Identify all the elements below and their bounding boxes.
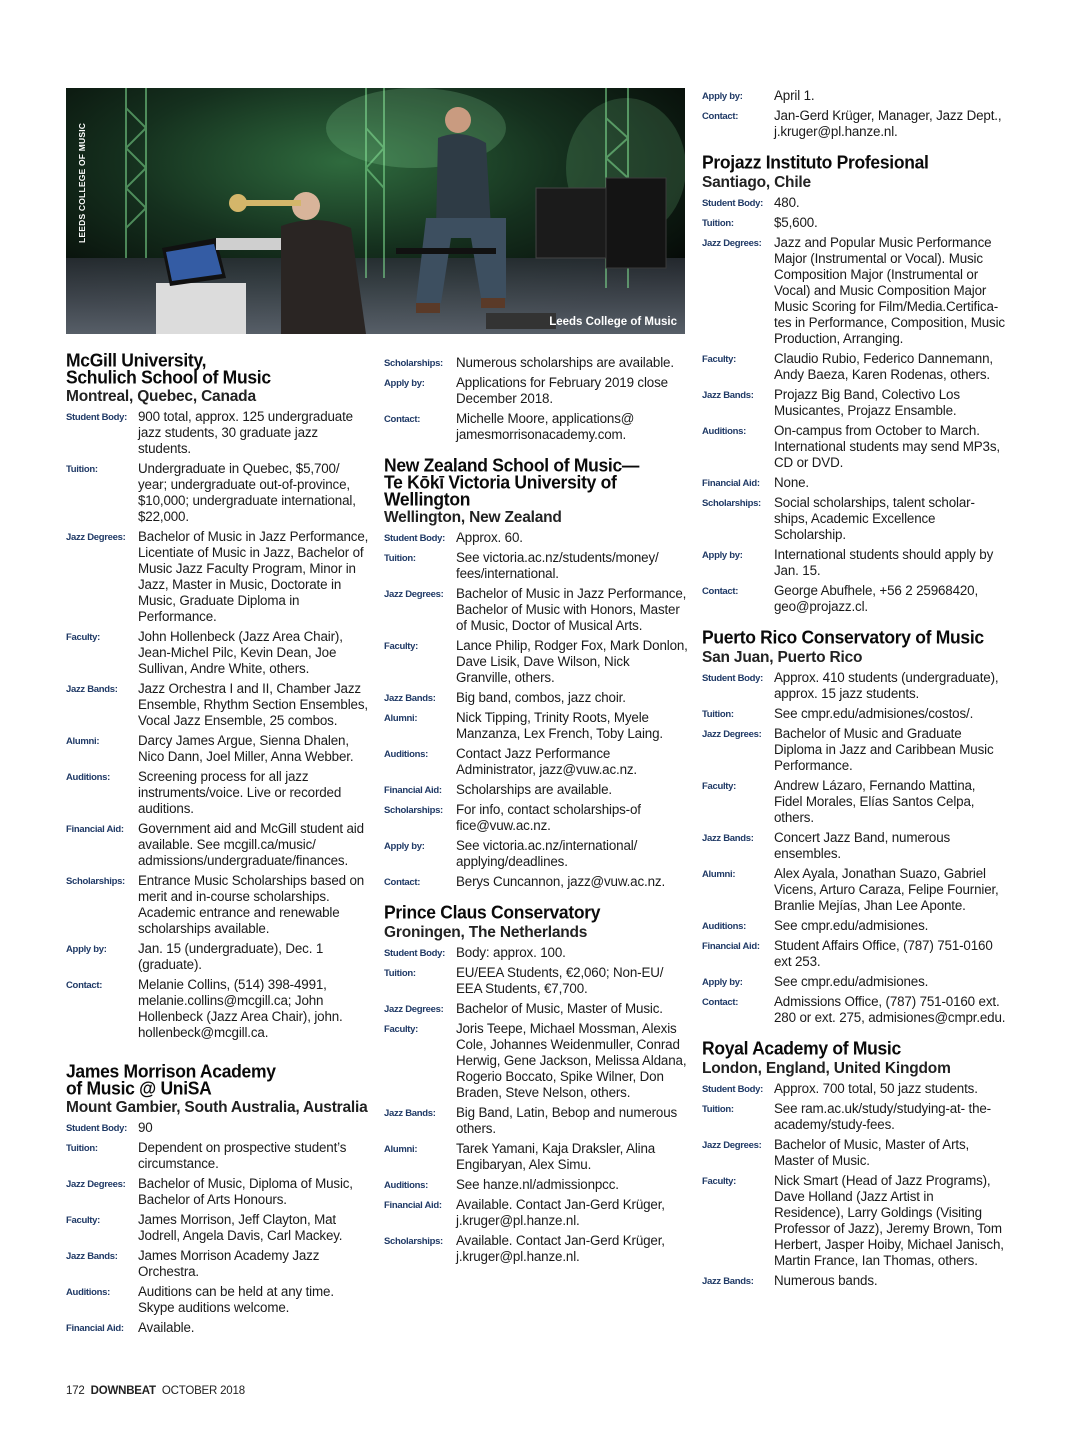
detail-row [384,586,689,634]
detail-row [384,1105,689,1137]
school-name [384,454,689,510]
field-value: Lance Philip, Rodger Fox, Mark Donlon, Dave Lisik, Dave Wilson, Nick Granville, others. [456,638,688,685]
detail-row [66,1212,371,1244]
field-label: Auditions: [384,1180,428,1191]
school-name-line: Te Kōkī Victoria University of [384,471,617,493]
detail-row [702,830,1007,862]
field-label: Jazz Degrees: [702,238,762,249]
column-3 [702,88,1007,1303]
detail-row [702,108,1007,140]
field-label: Faculty: [702,354,737,365]
field-label: Contact: [384,877,421,888]
field-value: Bachelor of Music in Jazz Performance, Licentiate of Music in Jazz, Bachelor of Music Jazz Faculty Program, Minor in Jazz, Master in Music, Doctorate in Music, Graduate Diploma in Performance. [138,529,369,624]
field-label: Scholarships: [384,1236,443,1247]
field-label: Financial Aid: [66,824,124,835]
field-label: Faculty: [702,1176,737,1187]
magazine-name: DOWNBEAT [90,1385,156,1397]
field-value: None. [774,475,809,490]
detail-row [702,1081,1007,1097]
detail-row [384,355,689,371]
field-label: Faculty: [66,632,101,643]
field-label: Contact: [384,414,421,425]
school-name [702,626,1007,648]
school-name-line: McGill University, [66,349,207,371]
issue-date: OCTOBER 2018 [161,1385,245,1397]
field-label: Scholarships: [702,498,761,509]
detail-row [702,547,1007,579]
detail-row [66,629,371,677]
school-location: London, England, United Kingdom [702,1060,951,1077]
detail-row [66,941,371,973]
detail-row [66,1120,371,1136]
detail-row [384,782,689,798]
field-label: Auditions: [702,921,746,932]
field-value: Available. Contact Jan-Gerd Krüger, j.kruger@pl.hanze.nl. [456,1197,665,1228]
field-label: Apply by: [702,977,743,988]
page-footer [66,1385,245,1397]
field-label: Apply by: [702,550,743,561]
detail-row [66,681,371,729]
school-name-line: New Zealand School of Music— [384,454,640,476]
field-label: Auditions: [66,772,110,783]
field-label: Apply by: [384,841,425,852]
detail-row [702,866,1007,914]
field-label: Scholarships: [384,358,443,369]
detail-row [384,550,689,582]
field-value: Dependent on prospective student’s circumstance. [138,1140,347,1171]
school-name-line: Projazz Instituto Profesional [702,151,929,173]
field-value: Screening process for all jazz instruments/voice. Live or recorded auditions. [138,769,342,816]
detail-row [702,938,1007,970]
field-label: Alumni: [702,869,736,880]
field-value: 90 [138,1120,153,1135]
field-value: Numerous scholarships are available. [456,355,674,370]
school-location: San Juan, Puerto Rico [702,649,863,666]
detail-row [702,706,1007,722]
detail-row [384,802,689,834]
detail-row [384,1001,689,1017]
field-label: Apply by: [384,378,425,389]
field-value: Bachelor of Music, Master of Music. [456,1001,663,1016]
field-value: See hanze.nl/admissionpcc. [456,1177,619,1192]
detail-row [66,769,371,817]
field-value: Melanie Collins, (514) 398-4991, melanie.collins@mcgill.ca; John Hollenbeck (Jazz Area Chair), john. hollenbeck@mcgill.ca. [138,977,343,1040]
field-value: See ram.ac.uk/study/studying-at- the-academy/study-fees. [774,1101,991,1132]
detail-row [66,1248,371,1280]
school-location: Wellington, New Zealand [384,509,562,526]
column-2 [384,355,689,1279]
concert-photo-image [66,88,685,334]
concert-photo [66,88,685,334]
school-name-line: Puerto Rico Conservatory of Music [702,626,984,648]
detail-row [702,387,1007,419]
field-value: See cmpr.edu/admisiones. [774,918,929,933]
detail-row [66,1176,371,1208]
field-label: Student Body: [702,1084,764,1095]
field-label: Contact: [702,111,739,122]
field-value: Bachelor of Music in Jazz Performance, Bachelor of Music with Honors, Master of Music, Doctor of Musical Arts. [456,586,687,633]
field-value: Claudio Rubio, Federico Dannemann, Andy Baeza, Karen Rodenas, others. [774,351,993,382]
continued-entry [384,355,689,443]
field-label: Alumni: [384,713,418,724]
school-name [702,1037,1007,1059]
field-value: For info, contact scholarships-of fice@vuw.ac.nz. [456,802,641,833]
field-value: Joris Teepe, Michael Mossman, Alexis Cole, Johannes Weidenmuller, Conrad Herwig, Gene Jackson, Melissa Aldana, Rogerio Boccato, Spike Wilner, Don Braden, Steve Nelson, others. [456,1021,687,1100]
field-label: Jazz Bands: [66,1251,118,1262]
field-label: Jazz Degrees: [702,1140,762,1151]
field-value: 480. [774,195,800,210]
field-label: Tuition: [702,709,734,720]
field-label: Jazz Degrees: [66,532,126,543]
school-location: Groningen, The Netherlands [384,924,588,941]
field-value: Approx. 700 total, 50 jazz students. [774,1081,978,1096]
field-value: Available. [138,1320,195,1335]
field-label: Student Body: [384,948,446,959]
photo-side-credit: LEEDS COLLEGE OF MUSIC [77,122,87,243]
school-entry [702,151,1007,615]
detail-row [384,965,689,997]
school-entry [702,1037,1007,1289]
field-value: On-campus from October to March. International students may send MP3s, CD or DVD. [774,423,1000,470]
detail-row [384,375,689,407]
detail-row [702,215,1007,231]
field-value: Bachelor of Music, Diploma of Music, Bachelor of Arts Honours. [138,1176,353,1207]
field-label: Faculty: [384,641,419,652]
continued-entry [702,88,1007,140]
detail-row [384,945,689,961]
field-value: George Abufhele, +56 2 25968420, geo@projazz.cl. [774,583,979,614]
field-value: Student Affairs Office, (787) 751-0160 ext 253. [774,938,993,969]
field-label: Tuition: [702,218,734,229]
field-value: Scholarships are available. [456,782,612,797]
detail-row [66,977,371,1041]
detail-row [702,1273,1007,1289]
field-label: Auditions: [702,426,746,437]
detail-row [702,235,1007,347]
detail-row [384,838,689,870]
field-value: Alex Ayala, Jonathan Suazo, Gabriel Vicens, Arturo Caraza, Felipe Fournier, Branlie Mejías, Jhan Lee Aponte. [774,866,999,913]
field-label: Student Body: [384,533,446,544]
detail-row [702,974,1007,990]
detail-row [384,1177,689,1193]
detail-row [384,411,689,443]
school-location: Santiago, Chile [702,174,811,191]
detail-row [384,1021,689,1101]
detail-row [384,710,689,742]
field-value: $5,600. [774,215,818,230]
detail-row [702,670,1007,702]
detail-row [384,690,689,706]
field-label: Apply by: [66,944,107,955]
page-number: 172 [66,1385,85,1397]
detail-row [66,461,371,525]
field-value: Government aid and McGill student aid available. See mcgill.ca/music/ admissions/undergraduate/finances. [138,821,364,868]
field-label: Financial Aid: [384,785,442,796]
field-value: Nick Smart (Head of Jazz Programs), Dave Holland (Jazz Artist in Residence), Larry Goldings (Visiting Professor of Jazz), Jeremy Brown, Tom Herbert, Jasper Hoiby, Michael Janisch, Martin France, Ian Thomas, others. [774,1173,1004,1268]
detail-row [702,495,1007,543]
school-name-line: Royal Academy of Music [702,1037,901,1059]
detail-row [702,778,1007,826]
field-label: Faculty: [66,1215,101,1226]
field-value: James Morrison Academy Jazz Orchestra. [138,1248,320,1279]
field-value: Projazz Big Band, Colectivo Los Musicantes, Projazz Ensamble. [774,387,960,418]
detail-row [702,583,1007,615]
field-label: Tuition: [702,1104,734,1115]
school-name-line: James Morrison Academy [66,1060,276,1082]
school-entry [66,349,371,1041]
field-label: Scholarships: [66,876,125,887]
field-value: Applications for February 2019 close December 2018. [456,375,668,406]
field-value: See victoria.ac.nz/students/money/ fees/international. [456,550,659,581]
detail-row [702,1137,1007,1169]
field-value: Big Band, Latin, Bebop and numerous others. [456,1105,678,1136]
field-label: Contact: [702,997,739,1008]
field-value: Nick Tipping, Trinity Roots, Myele Manzanza, Lex French, Toby Laing. [456,710,663,741]
field-label: Faculty: [702,781,737,792]
field-value: See cmpr.edu/admisiones. [774,974,929,989]
field-value: Approx. 60. [456,530,523,545]
field-label: Jazz Degrees: [66,1179,126,1190]
school-name-line: Prince Claus Conservatory [384,901,601,923]
detail-row [66,1140,371,1172]
detail-row [702,994,1007,1026]
field-value: James Morrison, Jeff Clayton, Mat Jodrell, Angela Davis, Carl Mackey. [138,1212,343,1243]
detail-row [702,88,1007,104]
field-value: Tarek Yamani, Kaja Draksler, Alina Engibaryan, Alex Simu. [456,1141,656,1172]
field-value: 900 total, approx. 125 undergraduate jazz students, 30 graduate jazz students. [138,409,353,456]
field-label: Jazz Bands: [66,684,118,695]
field-label: Jazz Bands: [384,1108,436,1119]
field-label: Student Body: [66,412,128,423]
detail-row [66,529,371,625]
detail-row [384,530,689,546]
field-label: Faculty: [384,1024,419,1035]
school-name [702,151,1007,173]
field-label: Apply by: [702,91,743,102]
field-label: Tuition: [66,1143,98,1154]
field-value: Bachelor of Music, Master of Arts, Master of Music. [774,1137,970,1168]
field-label: Alumni: [66,736,100,747]
field-value: Jan-Gerd Krüger, Manager, Jazz Dept., j.kruger@pl.hanze.nl. [774,108,1002,139]
field-value: Undergraduate in Quebec, $5,700/ year; undergraduate out-of-province, $10,000; undergraduate international, $22,000. [138,461,356,524]
field-label: Tuition: [66,464,98,475]
field-value: Auditions can be held at any time. Skype auditions welcome. [138,1284,334,1315]
field-value: Big band, combos, jazz choir. [456,690,626,705]
school-name [66,349,371,388]
field-label: Auditions: [384,749,428,760]
field-label: Jazz Bands: [702,833,754,844]
field-label: Financial Aid: [384,1200,442,1211]
field-label: Scholarships: [384,805,443,816]
photo-caption: Leeds College of Music [549,316,677,328]
field-label: Tuition: [384,968,416,979]
detail-row [66,409,371,457]
field-label: Jazz Degrees: [384,589,444,600]
detail-row [702,423,1007,471]
field-label: Student Body: [702,673,764,684]
detail-row [66,733,371,765]
detail-row [66,1284,371,1316]
school-entry [384,901,689,1265]
field-value: Bachelor of Music and Graduate Diploma in Jazz and Caribbean Music Performance. [774,726,994,773]
field-label: Auditions: [66,1287,110,1298]
school-entry [384,454,689,890]
field-value: Jazz Orchestra I and II, Chamber Jazz Ensemble, Rhythm Section Ensembles, Vocal Jazz Ensemble, 25 combos. [138,681,368,728]
school-name-line: of Music @ UniSA [66,1077,212,1099]
detail-row [702,1101,1007,1133]
detail-row [702,1173,1007,1269]
field-value: Concert Jazz Band, numerous ensembles. [774,830,951,861]
field-value: EU/EEA Students, €2,060; Non-EU/ EEA Students, €7,700. [456,965,664,996]
field-label: Student Body: [66,1123,128,1134]
school-entry [66,1060,371,1336]
field-label: Contact: [702,586,739,597]
field-label: Student Body: [702,198,764,209]
field-value: Available. Contact Jan-Gerd Krüger, j.kruger@pl.hanze.nl. [456,1233,665,1264]
detail-row [384,1141,689,1173]
detail-row [384,1233,689,1265]
field-value: Entrance Music Scholarships based on merit and in-course scholarships. Academic entrance and renewable scholarships available. [138,873,365,936]
field-value: Admissions Office, (787) 751-0160 ext. 280 or ext. 275, admisiones@cmpr.edu. [774,994,1006,1025]
field-label: Financial Aid: [702,941,760,952]
field-label: Jazz Degrees: [702,729,762,740]
detail-row [702,351,1007,383]
field-label: Jazz Bands: [702,1276,754,1287]
field-value: Michelle Moore, applications@ jamesmorrisonacademy.com. [456,411,635,442]
detail-row [384,874,689,890]
field-label: Financial Aid: [66,1323,124,1334]
field-value: Approx. 410 students (undergraduate), approx. 15 jazz students. [774,670,999,701]
school-name-line: Wellington [384,488,471,510]
field-value: Andrew Lázaro, Fernando Mattina, Fidel Morales, Elías Santos Celpa, others. [774,778,976,825]
field-value: Social scholarships, talent scholar- ships, Academic Excellence Scholarship. [774,495,975,542]
detail-row [66,873,371,937]
school-location: Mount Gambier, South Australia, Australia [66,1099,368,1116]
field-value: April 1. [774,88,815,103]
field-label: Jazz Bands: [702,390,754,401]
detail-row [702,475,1007,491]
field-value: John Hollenbeck (Jazz Area Chair), Jean-Michel Pilc, Kevin Dean, Joe Sullivan, Andre White, others. [138,629,343,676]
detail-row [66,1320,371,1336]
school-location: Montreal, Quebec, Canada [66,388,256,405]
school-name [384,901,689,923]
detail-row [66,821,371,869]
detail-row [384,1197,689,1229]
field-label: Jazz Bands: [384,693,436,704]
field-label: Jazz Degrees: [384,1004,444,1015]
school-name [66,1060,371,1099]
field-value: See victoria.ac.nz/international/ applying/deadlines. [456,838,638,869]
field-value: Jazz and Popular Music Performance Major (Instrumental or Vocal). Music Composition Major (Instrumental or Vocal) and Music Composition Major Music Scoring for Film/Media.Certifica- tes in Performance, Composition, Music Production, Arranging. [774,235,1005,346]
detail-row [384,746,689,778]
field-value: Contact Jazz Performance Administrator, jazz@vuw.ac.nz. [456,746,638,777]
field-value: Darcy James Argue, Sienna Dhalen, Nico Dann, Joel Miller, Anna Webber. [138,733,354,764]
detail-row [702,726,1007,774]
field-label: Contact: [66,980,103,991]
field-label: Tuition: [384,553,416,564]
field-value: See cmpr.edu/admisiones/costos/. [774,706,974,721]
field-value: Numerous bands. [774,1273,878,1288]
school-name-line: Schulich School of Music [66,366,271,388]
detail-row [702,195,1007,211]
field-label: Financial Aid: [702,478,760,489]
field-value: Berys Cuncannon, jazz@vuw.ac.nz. [456,874,666,889]
field-label: Alumni: [384,1144,418,1155]
detail-row [702,918,1007,934]
field-value: Jan. 15 (undergraduate), Dec. 1 (graduate). [138,941,324,972]
school-entry [702,626,1007,1026]
detail-row [384,638,689,686]
field-value: Body: approx. 100. [456,945,566,960]
field-value: International students should apply by Jan. 15. [774,547,994,578]
column-1 [66,349,371,1358]
